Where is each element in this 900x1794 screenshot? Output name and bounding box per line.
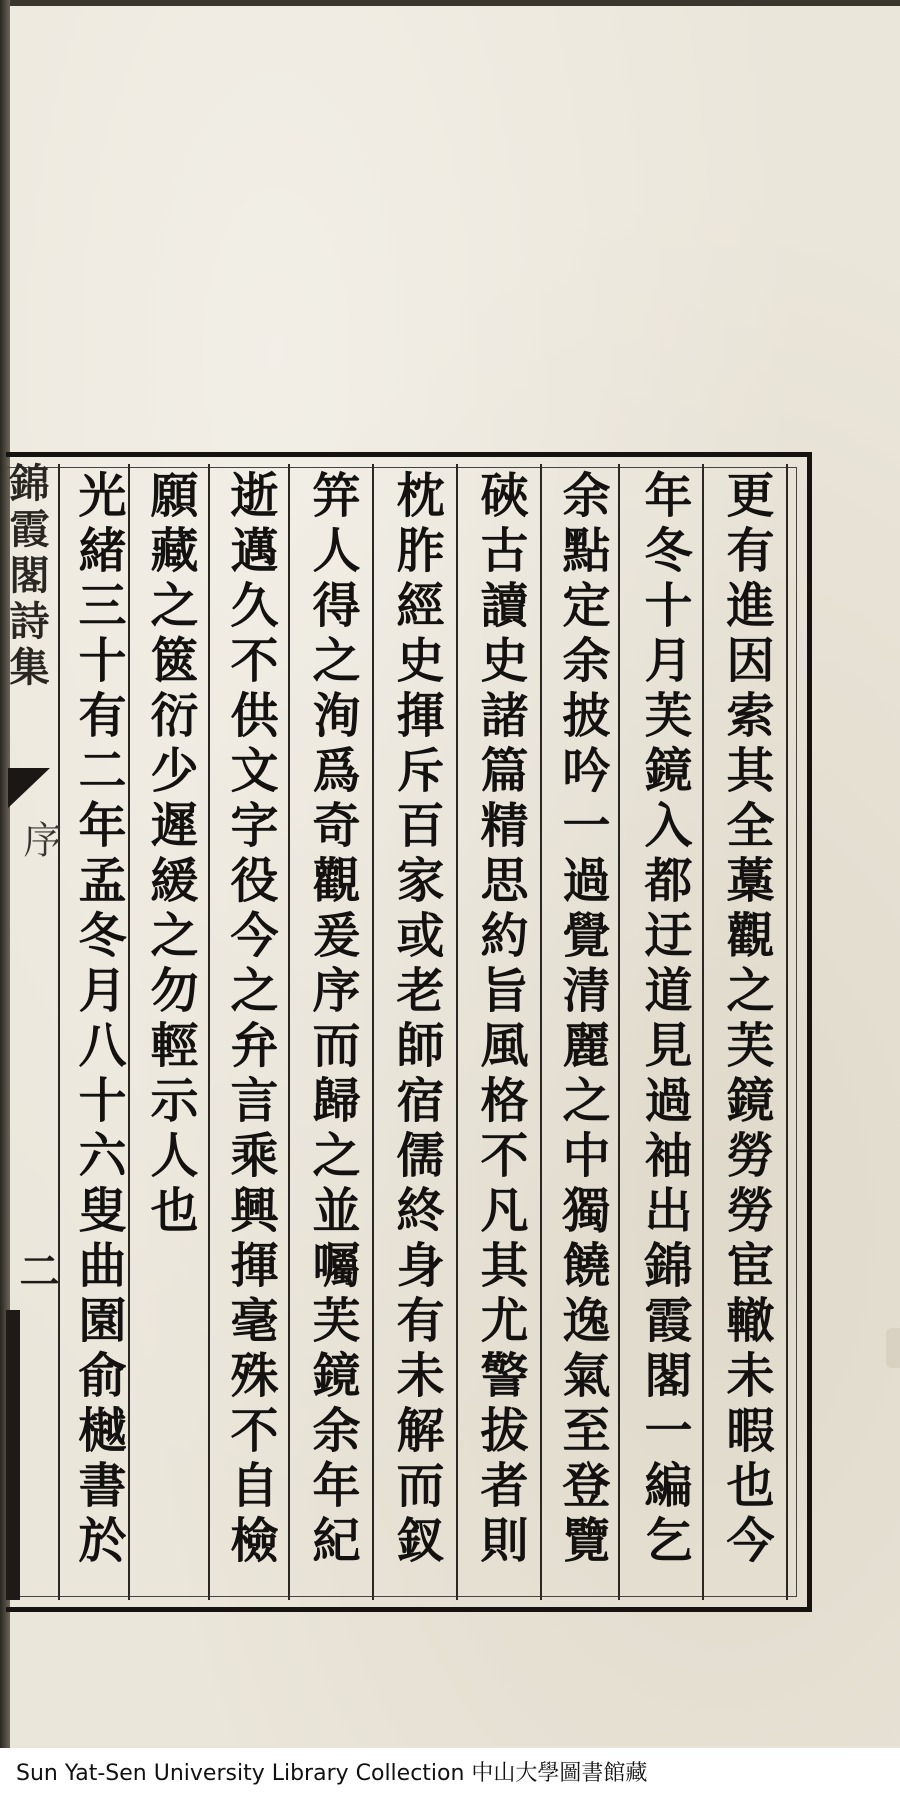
text-column-4: 硤古讀史諸篇精思約旨風格不凡其尤警拔者則 bbox=[472, 470, 528, 1570]
column-rule bbox=[540, 464, 542, 1600]
text-column-8: 願藏之篋衍少遲緩之勿輕示人也 bbox=[142, 470, 198, 1240]
collection-caption: Sun Yat-Sen University Library Collection 中山大學圖書館藏 bbox=[16, 1761, 648, 1786]
text-column-2: 年冬十月芙鏡入都迂道見過袖出錦霞閣一編乞 bbox=[636, 470, 692, 1570]
column-rule bbox=[372, 464, 374, 1600]
text-column-7: 逝邁久不供文字役今之弁言乘興揮毫殊不自檢 bbox=[222, 470, 278, 1570]
paper-tear bbox=[886, 1328, 900, 1368]
section-label: 序 bbox=[17, 820, 61, 858]
column-rule bbox=[456, 464, 458, 1600]
column-rule bbox=[58, 464, 60, 1600]
caption-bar bbox=[0, 1748, 900, 1794]
text-column-5: 枕胙經史揮斥百家或老師宿儒終身有未解而釵 bbox=[388, 470, 444, 1570]
column-rule bbox=[208, 464, 210, 1600]
top-edge bbox=[0, 0, 900, 6]
column-rule bbox=[288, 464, 290, 1600]
text-column-3: 余點定余披吟一過覺清麗之中獨饒逸氣至登覽 bbox=[554, 470, 610, 1570]
column-rule bbox=[702, 464, 704, 1600]
text-column-9: 光緒三十有二年孟冬月八十六叟曲園俞樾書於 bbox=[70, 470, 126, 1570]
margin-ink-block bbox=[6, 1310, 20, 1600]
text-column-6: 笄人得之洵爲奇觀爰序而歸之並囑芙鏡余年紀 bbox=[304, 470, 360, 1570]
book-title: 錦霞閣詩集 bbox=[3, 462, 50, 692]
text-column-1: 更有進因索其全藁觀之芙鏡勞勞宦轍未暇也今 bbox=[718, 470, 774, 1570]
fishtail-mark bbox=[8, 768, 50, 808]
column-rule bbox=[786, 464, 788, 1600]
page-number: 二 bbox=[13, 1250, 60, 1290]
column-rule bbox=[618, 464, 620, 1600]
